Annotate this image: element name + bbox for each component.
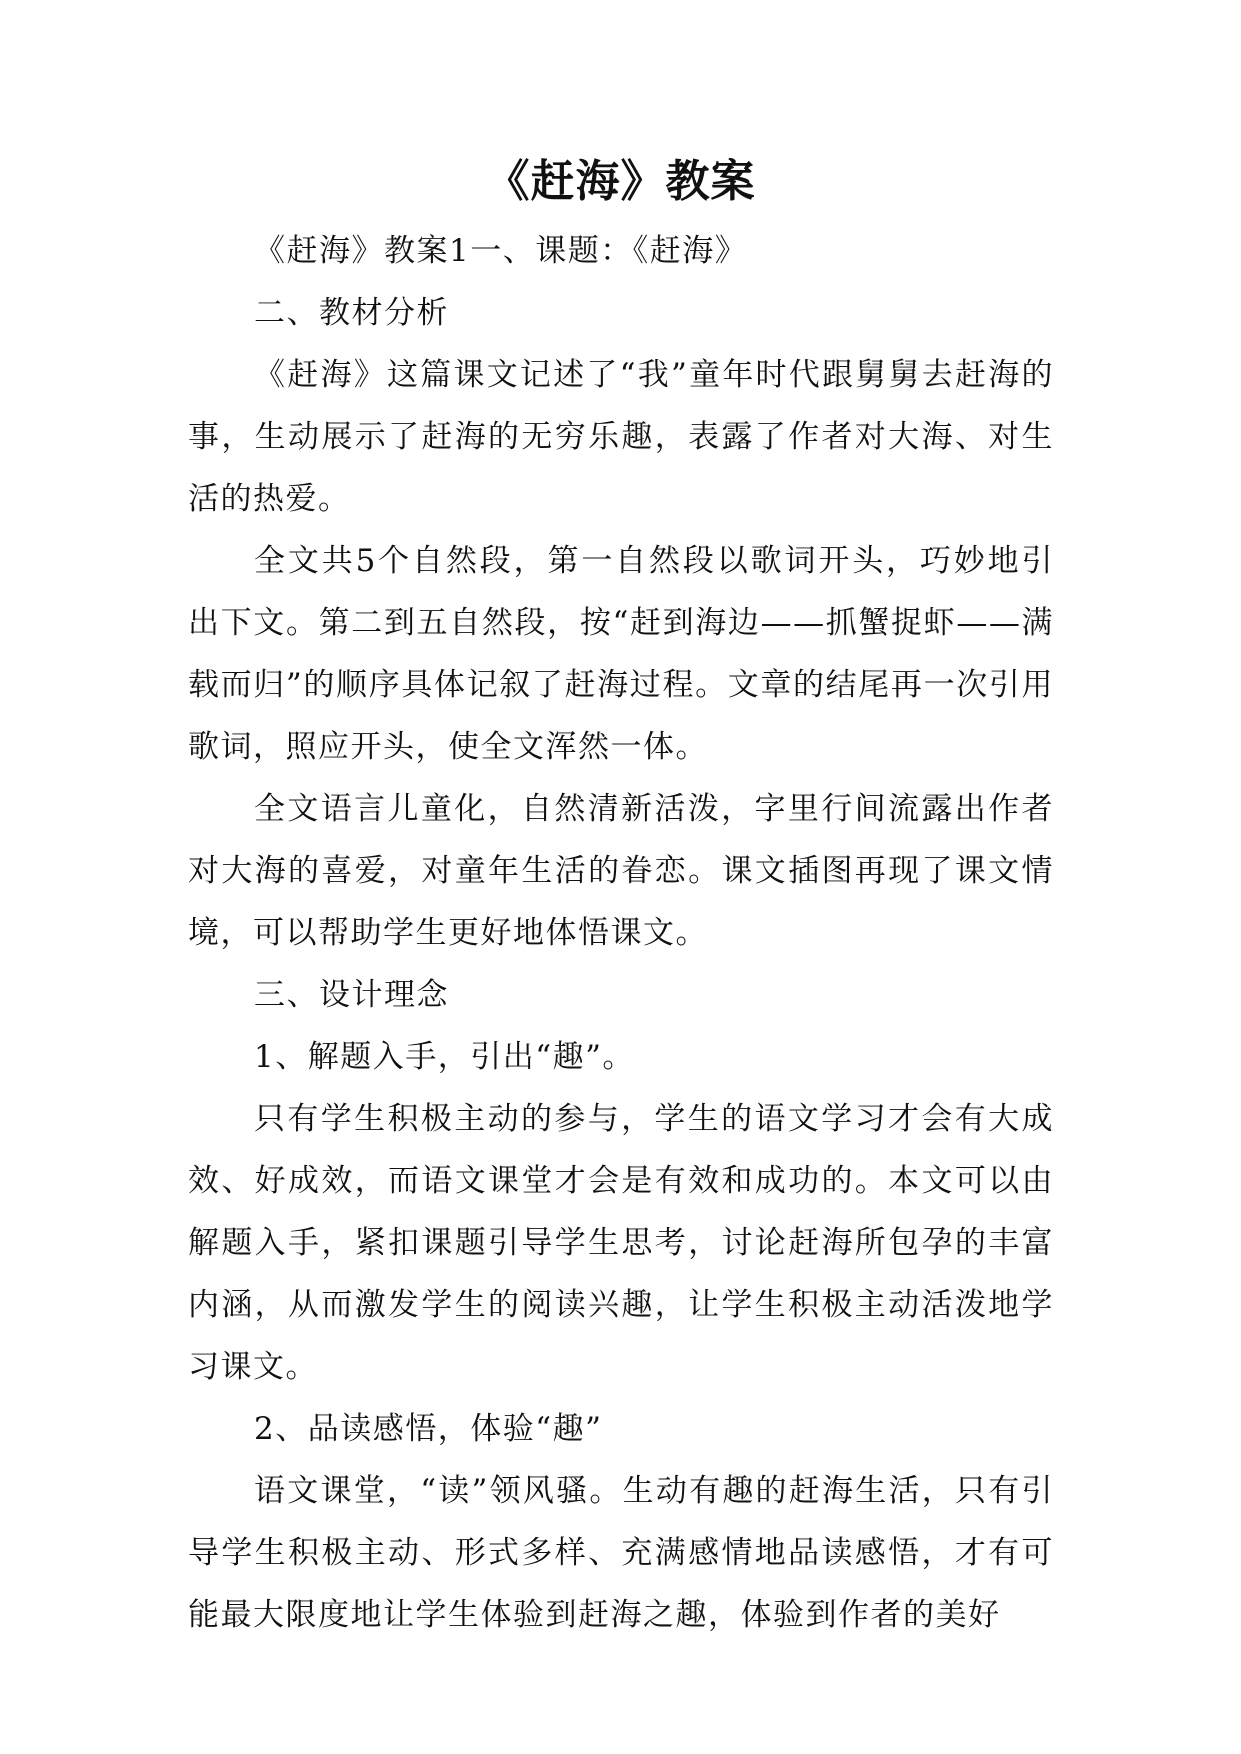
- paragraph-structure: 全文共5个自然段，第一自然段以歌词开头，巧妙地引出下文。第二到五自然段，按“赶到海边——抓蟹捉虾——满载而归”的顺序具体记叙了赶海过程。文章的结尾再一次引用歌词，照应开头，使全文浑然一体。: [188, 543, 1054, 765]
- paragraph-concept-1: 只有学生积极主动的参与，学生的语文学习才会有大成效、好成效，而语文课堂才会是有效和成功的。本文可以由解题入手，紧扣课题引导学生思考，讨论赶海所包孕的丰富内涵，从而激发学生的阅读兴趣，让学生积极主动活泼地学习课文。: [188, 1101, 1054, 1385]
- heading-design-concept: 三、设计理念: [254, 977, 449, 1013]
- paragraph-concept-2: 语文课堂，“读”领风骚。生动有趣的赶海生活，只有引导学生积极主动、形式多样、充满感情地品读感悟，才有可能最大限度地让学生体验到赶海之趣，体验到作者的美好: [188, 1473, 1054, 1633]
- subheading-concept-2: 2、品读感悟，体验“趣”: [254, 1411, 603, 1447]
- paragraph-language-style: 全文语言儿童化，自然清新活泼，字里行间流露出作者对大海的喜爱，对童年生活的眷恋。课文插图再现了课文情境，可以帮助学生更好地体悟课文。: [188, 791, 1054, 951]
- subheading-concept-1: 1、解题入手，引出“趣”。: [254, 1039, 635, 1075]
- document-body: [188, 220, 1054, 1646]
- paragraph-text-summary: 《赶海》这篇课文记述了“我”童年时代跟舅舅去赶海的事，生动展示了赶海的无穷乐趣，表露了作者对大海、对生活的热爱。: [188, 357, 1054, 517]
- document-title: 《赶海》教案: [485, 156, 756, 207]
- paragraph-lesson-topic: 《赶海》教案1一、课题：《赶海》: [254, 233, 748, 269]
- heading-material-analysis: 二、教材分析: [254, 295, 449, 331]
